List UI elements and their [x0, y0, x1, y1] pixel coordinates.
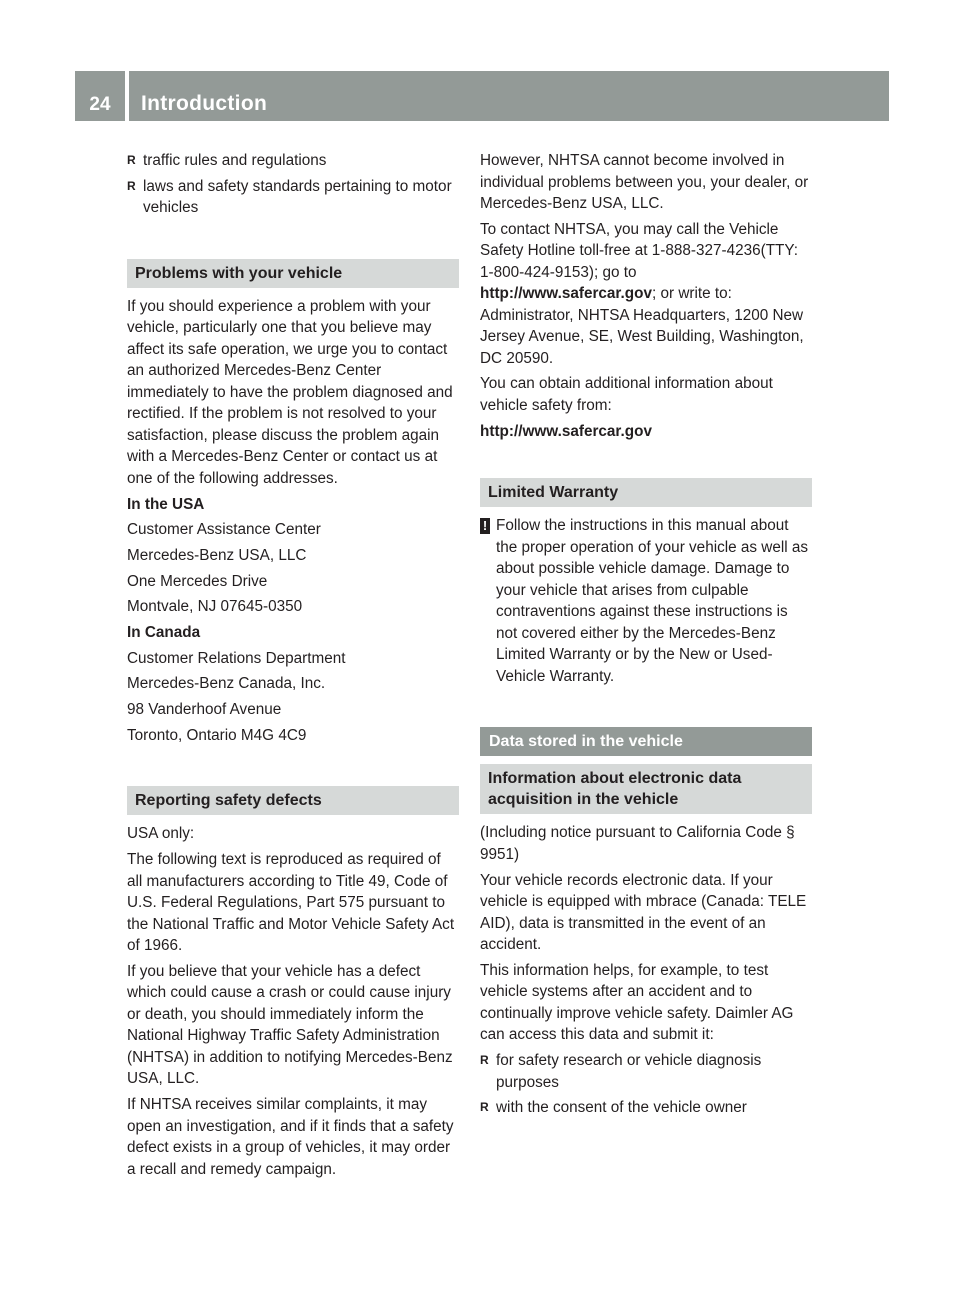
list-item: R laws and safety standards pertaining to motor vehicles [127, 177, 452, 217]
address-line: Customer Relations Department [127, 649, 346, 667]
reporting-paragraph: If NHTSA receives similar complaints, it may open an investigation, and if it finds that a safety defect exists in a group of vehicles, it may order a recall and remedy campaign. [127, 1096, 454, 1178]
nhtsa-paragraph: However, NHTSA cannot become involved in individual problems between you, your dealer, or Mercedes-Benz USA, LLC. [480, 152, 809, 212]
section-title: Introduction [141, 92, 268, 115]
address-line: Mercedes-Benz Canada, Inc. [127, 675, 326, 693]
data-paragraph: (Including notice pursuant to California Code § 9951) [480, 824, 795, 863]
left-column [127, 150, 459, 1184]
right-column [480, 150, 812, 1123]
data-bullet-list [480, 1050, 812, 1119]
info-paragraph: You can obtain additional information about vehicle safety from: [480, 375, 773, 414]
usa-label: In the USA [127, 495, 205, 513]
bullet-icon: R [127, 178, 136, 193]
problems-heading: Problems with your vehicle [127, 259, 459, 288]
data-paragraph: This information helps, for example, to test vehicle systems after an accident and to continually improve vehicle safety. Daimler AG can access this data and submit it: [480, 961, 794, 1044]
canada-label: In Canada [127, 624, 201, 641]
header-divider [125, 71, 129, 121]
bullet-icon: R [127, 153, 136, 167]
address-line: Toronto, Ontario M4G 4C9 [127, 726, 307, 744]
safercar-link[interactable]: http://www.safercar.gov [480, 285, 652, 303]
problems-body: If you should experience a problem with your vehicle, particularly one that you believe may affect its safe operation, we urge you to contact an authorized Mercedes-Benz Center immediately to have the problem diagnosed and rectified. If the problem is not resolved to your satisfaction, please discuss the problem again with a Mercedes-Benz Center or contact us at one of the following addresses. [127, 297, 453, 487]
list-item: R traffic rules and regulations [127, 150, 459, 172]
page-number: 24 [89, 94, 111, 115]
list-item: R for safety research or vehicle diagnosis purposes [480, 1052, 762, 1091]
bullet-icon: R [480, 1053, 489, 1067]
intro-bullet-list [127, 150, 459, 219]
electronic-data-subheading: Information about electronic data acquisition in the vehicle [480, 764, 812, 814]
address-line: 98 Vanderhoof Avenue [127, 701, 282, 719]
warranty-note [480, 515, 812, 687]
data-paragraph: Your vehicle records electronic data. If your vehicle is equipped with mbrace (Canada: TELE AID), data is transmitted in the event of an accident. [480, 871, 807, 954]
address-line: Montvale, NJ 07645-0350 [127, 598, 303, 616]
exclamation-icon: ! [480, 518, 490, 534]
reporting-paragraph: If you believe that your vehicle has a defect which could cause a crash or could cause injury or death, you should immediately inform the National Highway Traffic Safety Administration (NHTSA) in addition to notifying Mercedes-Benz USA, LLC. [127, 962, 453, 1088]
page-header [75, 71, 889, 121]
bullet-icon: R [480, 1100, 489, 1115]
reporting-heading: Reporting safety defects [127, 786, 459, 815]
nhtsa-contact-paragraph: To contact NHTSA, you may call the Vehicle Safety Hotline toll-free at 1-888-327-4236(TTY: 1-800-424-9153); go to http://www.safercar.gov; or write to: Administrator, NHTSA Headquarters, 1200 New Jersey Avenue, SE, West Building, Washington, DC 20590. [480, 220, 804, 367]
address-line: Customer Assistance Center [127, 521, 321, 539]
warranty-heading: Limited Warranty [480, 478, 812, 507]
list-item: R with the consent of the vehicle owner [480, 1097, 812, 1119]
address-line: Mercedes-Benz USA, LLC [127, 546, 307, 564]
safercar-link-standalone[interactable]: http://www.safercar.gov [480, 422, 652, 440]
reporting-paragraph: The following text is reproduced as required of all manufacturers according to Title 49, Code of U.S. Federal Regulations, Part 575 pursuant to the National Traffic and Motor Vehicle Safety Act of 1966. [127, 851, 455, 955]
warranty-note-text: Follow the instructions in this manual about the proper operation of your vehicle as well as about possible vehicle damage. Damage to your vehicle that arises from culpable contraventions against these instructions is not covered either by the Mercedes-Benz Limited Warranty or by the New or Used-Vehicle Warranty. [496, 517, 809, 685]
address-line: One Mercedes Drive [127, 572, 268, 590]
data-stored-heading: Data stored in the vehicle [480, 727, 812, 756]
reporting-paragraph: USA only: [127, 825, 195, 843]
